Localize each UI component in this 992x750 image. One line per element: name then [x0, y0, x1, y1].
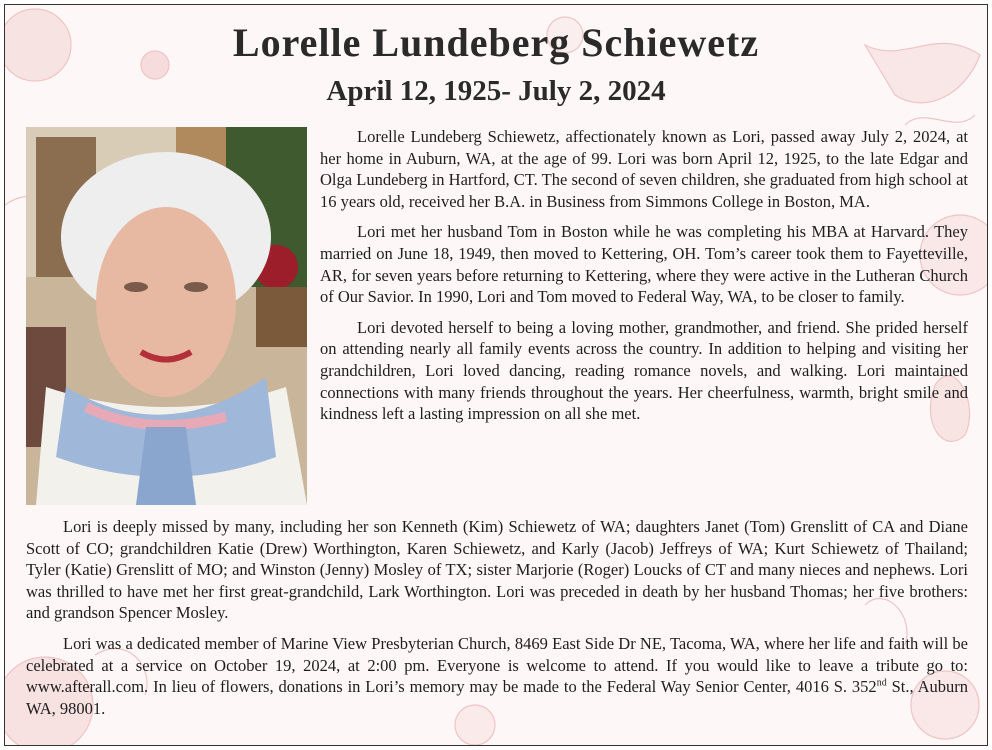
paragraph-intro: Lorelle Lundeberg Schiewetz, affectionately known as Lori, passed away July 2, 2024, at her home in Auburn, WA, at the age of 99. Lori was born April 12, 1925, to the late Edgar and Olga Lundeberg in Hartford, CT. The second of seven children, she graduated from high school at 16 years old, received her B.A. in Business from Simmons College in Boston, MA. — [320, 127, 968, 211]
paragraph-marriage: Lori met her husband Tom in Boston while he was completing his MBA at Harvard. They married on June 18, 1949, then moved to Kettering, OH. Tom’s career took them to Fayetteville, AR, for seven years before returning to Kettering, where they were active in the Lutheran Church of Our Savior. In 1990, Lori and Tom moved to Federal Way, WA, to be closer to family. — [320, 222, 968, 307]
service-text: Lori was a dedicated member of Marine View Presbyterian Church, 8469 East Side Dr NE, Tacoma, WA, where her life and faith will be celebrated at a service on October 19, 2024, at 2:00 pm. Everyone is welcome to attend. If you would like to leave a tribute go to: www.afterall.com. In lieu of flowers, donations in Lori’s memory may be made to the Federal Way Senior Center, 4016 S. 352 — [26, 633, 968, 697]
portrait-photo — [26, 127, 307, 505]
obituary-notice — [4, 4, 988, 746]
family-and-service — [26, 516, 968, 719]
paragraph-character: Lori devoted herself to being a loving mother, grandmother, and friend. She prided herself on attending nearly all family events across the country. In addition to helping and visiting her grandchildren, Lori loved dancing, reading romance novels, and walking. Lori maintained connections with many friends throughout the years. Her cheerfulness, warmth, bright smile and kindness left a lasting impression on all she met. — [320, 317, 968, 424]
paragraph-service — [26, 633, 968, 719]
ordinal-suffix: nd — [876, 677, 887, 689]
life-dates: April 12, 1925- July 2, 2024 — [326, 75, 666, 107]
paragraph-survivors: Lori is deeply missed by many, including her son Kenneth (Kim) Schiewetz of WA; daughters Janet (Tom) Grenslitt of CA and Diane Scott of CO; grandchildren Katie (Drew) Worthington, Karen Schiewetz, and Karly (Jacob) Jeffreys of WA; Kurt Schiewetz of Thailand; Tyler (Katie) Grenslitt of MO; and Winston (Jenny) Mosley of TX; sister Marjorie (Roger) Loucks of CT and many nieces and nephews. Lori was thrilled to have met her first great-grandchild, Lark Worthington. Lori was preceded in death by her husband Thomas; her five brothers: and grandson Spencer Mosley. — [26, 517, 968, 623]
service-text-end: St., Auburn WA, 98001. — [26, 677, 968, 718]
deceased-name: Lorelle Lundeberg Schiewetz — [232, 20, 760, 65]
biography-column — [320, 126, 968, 425]
portrait-illustration — [26, 127, 307, 505]
